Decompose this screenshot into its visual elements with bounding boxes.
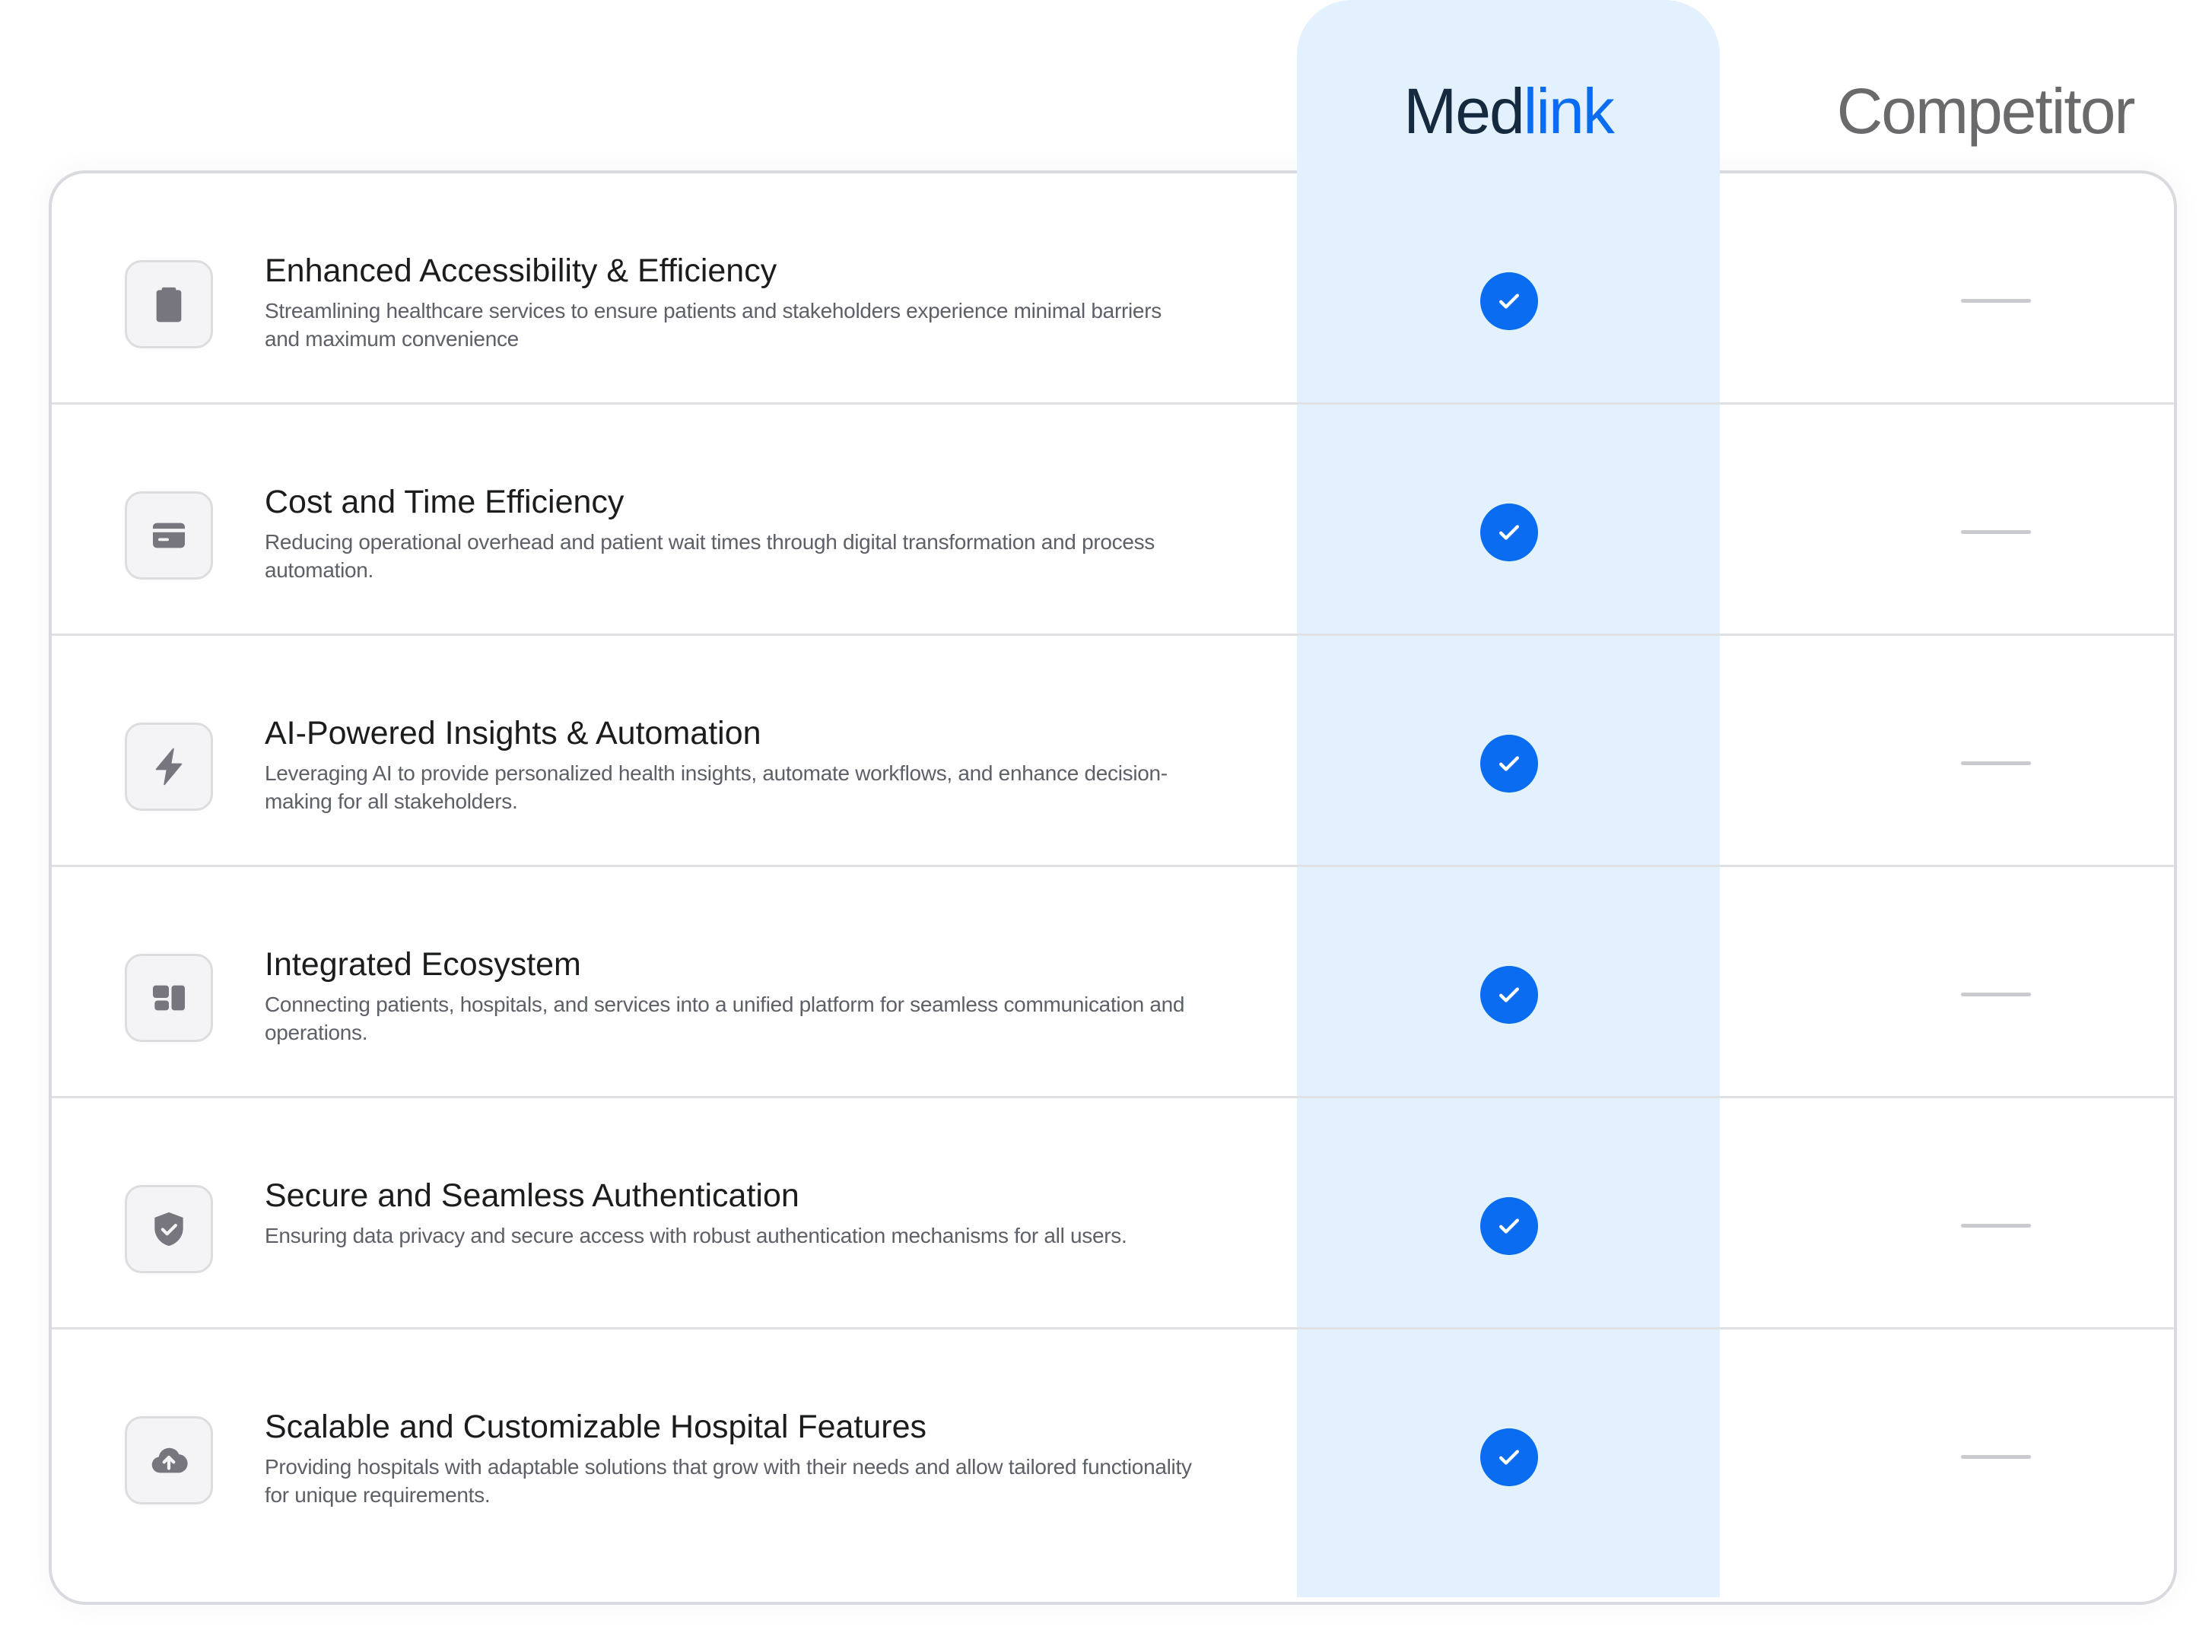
shield-check-icon — [148, 1208, 190, 1250]
competitor-column-header: Competitor — [1836, 75, 2134, 147]
competitor-dash-icon — [1961, 761, 2031, 765]
medlink-check-icon — [1480, 1428, 1538, 1486]
medlink-check-icon — [1480, 966, 1538, 1024]
medlink-check-icon — [1480, 1197, 1538, 1255]
feature-icon-box — [125, 491, 213, 580]
clipboard-icon — [148, 283, 190, 326]
competitor-dash-icon — [1961, 1224, 2031, 1228]
credit-card-icon — [148, 514, 190, 557]
feature-title: AI-Powered Insights & Automation — [265, 715, 761, 751]
feature-description: Streamlining healthcare services to ensure patients and stakeholders experience minimal barriers and maximum convenience — [265, 299, 1162, 351]
dashboard-blocks-icon — [148, 977, 190, 1019]
feature-title: Cost and Time Efficiency — [265, 484, 625, 520]
feature-description: Reducing operational overhead and patient wait times through digital transformation and process automation. — [265, 530, 1155, 582]
feature-row — [52, 1330, 2174, 1571]
feature-icon-box — [125, 723, 213, 811]
feature-row — [52, 173, 2174, 405]
competitor-dash-icon — [1961, 993, 2031, 996]
competitor-dash-icon — [1961, 299, 2031, 303]
cloud-upload-icon — [148, 1439, 190, 1482]
feature-description: Ensuring data privacy and secure access with robust authentication mechanisms for all users. — [265, 1224, 1127, 1247]
brand-name-accent: link — [1523, 75, 1613, 147]
feature-icon-box — [125, 1185, 213, 1273]
feature-row — [52, 405, 2174, 636]
feature-title: Secure and Seamless Authentication — [265, 1177, 799, 1214]
lightning-icon — [148, 745, 190, 788]
medlink-check-icon — [1480, 272, 1538, 330]
medlink-check-icon — [1480, 735, 1538, 793]
comparison-rows — [52, 173, 2174, 1571]
medlink-check-icon — [1480, 504, 1538, 561]
feature-row — [52, 636, 2174, 867]
feature-description: Providing hospitals with adaptable solutions that grow with their needs and allow tailored functionality for unique requirements. — [265, 1455, 1192, 1507]
feature-description: Connecting patients, hospitals, and services into a unified platform for seamless communication and operations. — [265, 993, 1185, 1044]
feature-description: Leveraging AI to provide personalized health insights, automate workflows, and enhance decision-making for all stakeholders. — [265, 761, 1168, 813]
competitor-dash-icon — [1961, 530, 2031, 534]
medlink-column-header — [1297, 73, 1720, 149]
feature-icon-box — [125, 260, 213, 348]
feature-title: Scalable and Customizable Hospital Features — [265, 1409, 927, 1445]
feature-icon-box — [125, 1416, 213, 1504]
feature-row — [52, 1098, 2174, 1330]
feature-title: Integrated Ecosystem — [265, 946, 581, 983]
feature-title: Enhanced Accessibility & Efficiency — [265, 253, 777, 289]
feature-row — [52, 867, 2174, 1098]
brand-name-dark: Med — [1403, 75, 1524, 147]
feature-icon-box — [125, 954, 213, 1042]
competitor-dash-icon — [1961, 1455, 2031, 1459]
